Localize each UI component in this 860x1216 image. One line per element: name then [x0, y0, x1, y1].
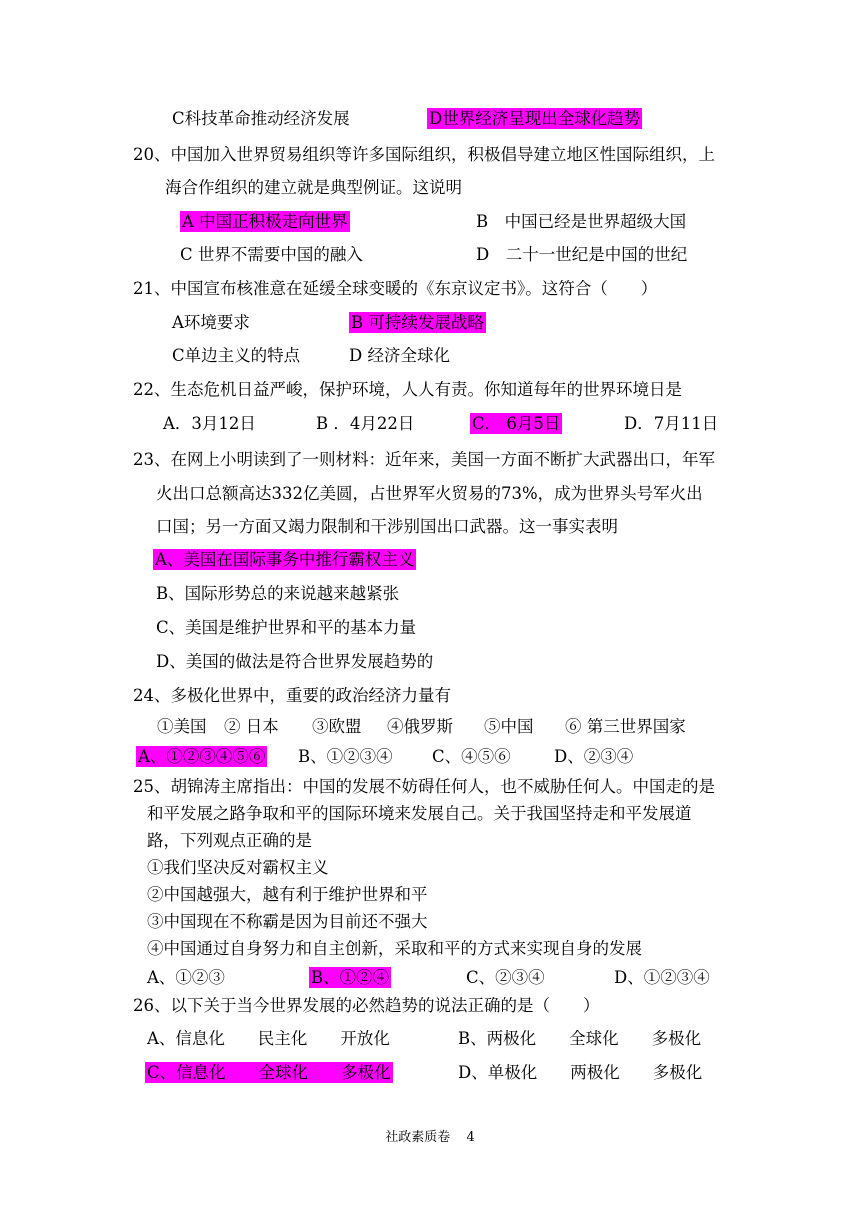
- q22-option-b: B ．4月22日: [316, 414, 415, 433]
- page-footer: [0, 1129, 860, 1147]
- q20-option-a: [180, 210, 350, 234]
- q22-stem-line1: 22、生态危机日益严峻，保护环境，人人有责。你知道每年的世界环境日是: [133, 380, 682, 399]
- answer-highlight: B 可持续发展战略: [351, 313, 484, 332]
- q25-option-d: D、①②③④: [614, 968, 710, 987]
- q20-option-c: C 世界不需要中国的融入: [180, 245, 363, 264]
- q24-item: ⑥ 第三世界国家: [565, 717, 686, 736]
- q25-option-a: A、①②③: [147, 968, 225, 987]
- q25-option-c: C、②③④: [466, 968, 545, 987]
- q24-item: ①美国: [157, 717, 207, 736]
- q24-option-c: C、④⑤⑥: [432, 747, 511, 766]
- q24-item: ② 日本: [224, 717, 279, 736]
- q25-statement-1: ①我们坚决反对霸权主义: [147, 858, 329, 877]
- q24-option-d: D、②③④: [554, 747, 634, 766]
- q26-option-a: A、信息化 民主化 开放化: [147, 1029, 390, 1048]
- answer-highlight: B、①②④: [311, 968, 390, 987]
- q25-stem-line1: 25、胡锦涛主席指出：中国的发展不妨碍任何人，也不威胁任何人。中国走的是: [133, 777, 715, 796]
- q20-option-d: D 二十一世纪是中国的世纪: [476, 245, 688, 264]
- q20-option-b: B 中国已经是世界超级大国: [476, 212, 687, 231]
- footer-label: 社政素质卷: [385, 1130, 451, 1145]
- q22-option-d: D．7月11日: [624, 414, 719, 433]
- answer-highlight: A、美国在国际事务中推行霸权主义: [155, 550, 415, 569]
- q20-stem-line1: 20、中国加入世界贸易组织等许多国际组织，积极倡导建立地区性国际组织，上: [133, 145, 715, 164]
- q24-item: ④俄罗斯: [387, 717, 453, 736]
- q25-statement-4: ④中国通过自身努力和自主创新，采取和平的方式来实现自身的发展: [147, 939, 642, 958]
- page-number: 4: [466, 1130, 475, 1145]
- q24-stem-line1: 24、多极化世界中，重要的政治经济力量有: [133, 686, 451, 705]
- q21-option-b: [349, 311, 486, 335]
- q23-option-b: B、国际形势总的来说越来越紧张: [156, 584, 400, 603]
- q22-option-a: A．3月12日: [163, 414, 256, 433]
- answer-highlight: D世界经济呈现出全球化趋势: [429, 109, 641, 128]
- q26-option-d: D、单极化 两极化 多极化: [458, 1063, 703, 1082]
- q20-stem-line2: 海合作组织的建立就是典型例证。这说明: [165, 178, 462, 197]
- q26-stem-line1: 26、以下关于当今世界发展的必然趋势的说法正确的是（ ）: [133, 996, 600, 1015]
- answer-highlight: C、信息化 全球化 多极化: [147, 1063, 391, 1082]
- q24-option-a: [136, 745, 267, 769]
- q23-option-c: C、美国是维护世界和平的基本力量: [156, 618, 417, 637]
- q22-option-c: [470, 412, 562, 436]
- q19-option-d: [427, 107, 642, 131]
- q25-stem-line2: 和平发展之路争取和平的国际环境来发展自己。关于我国坚持走和平发展道: [147, 804, 692, 823]
- q21-option-a: A环境要求: [172, 313, 250, 332]
- q25-option-b: [309, 966, 391, 990]
- q25-statement-2: ②中国越强大，越有利于维护世界和平: [147, 885, 428, 904]
- answer-highlight: A、①②③④⑤⑥: [138, 747, 266, 766]
- q23-option-d: D、美国的做法是符合世界发展趋势的: [156, 652, 434, 671]
- q21-option-c: C单边主义的特点: [172, 346, 301, 365]
- q19-option-c: C科技革命推动经济发展: [172, 109, 350, 128]
- q23-stem-line2: 火出口总额高达332亿美圆，占世界军火贸易的73%，成为世界头号军火出: [156, 484, 703, 503]
- answer-highlight: C． 6月5日: [472, 414, 561, 433]
- q26-option-b: B、两极化 全球化 多极化: [458, 1029, 702, 1048]
- q21-option-d: D 经济全球化: [349, 346, 450, 365]
- q25-statement-3: ③中国现在不称霸是因为目前还不强大: [147, 912, 428, 931]
- q23-stem-line1: 23、在网上小明读到了一则材料：近年来，美国一方面不断扩大武器出口，年军: [133, 450, 715, 469]
- q21-stem-line1: 21、中国宣布核准意在延缓全球变暖的《东京议定书》。这符合（ ）: [133, 279, 658, 298]
- q24-item: ⑤中国: [484, 717, 534, 736]
- answer-highlight: A 中国正积极走向世界: [182, 212, 348, 231]
- q23-option-a: [153, 548, 416, 572]
- q25-stem-line3: 路，下列观点正确的是: [147, 831, 312, 850]
- q24-item: ③欧盟: [312, 717, 362, 736]
- q23-stem-line3: 口国；另一方面又竭力限制和干涉别国出口武器。这一事实表明: [156, 517, 618, 536]
- q24-option-b: B、①②③④: [298, 747, 393, 766]
- q26-option-c: [145, 1061, 393, 1085]
